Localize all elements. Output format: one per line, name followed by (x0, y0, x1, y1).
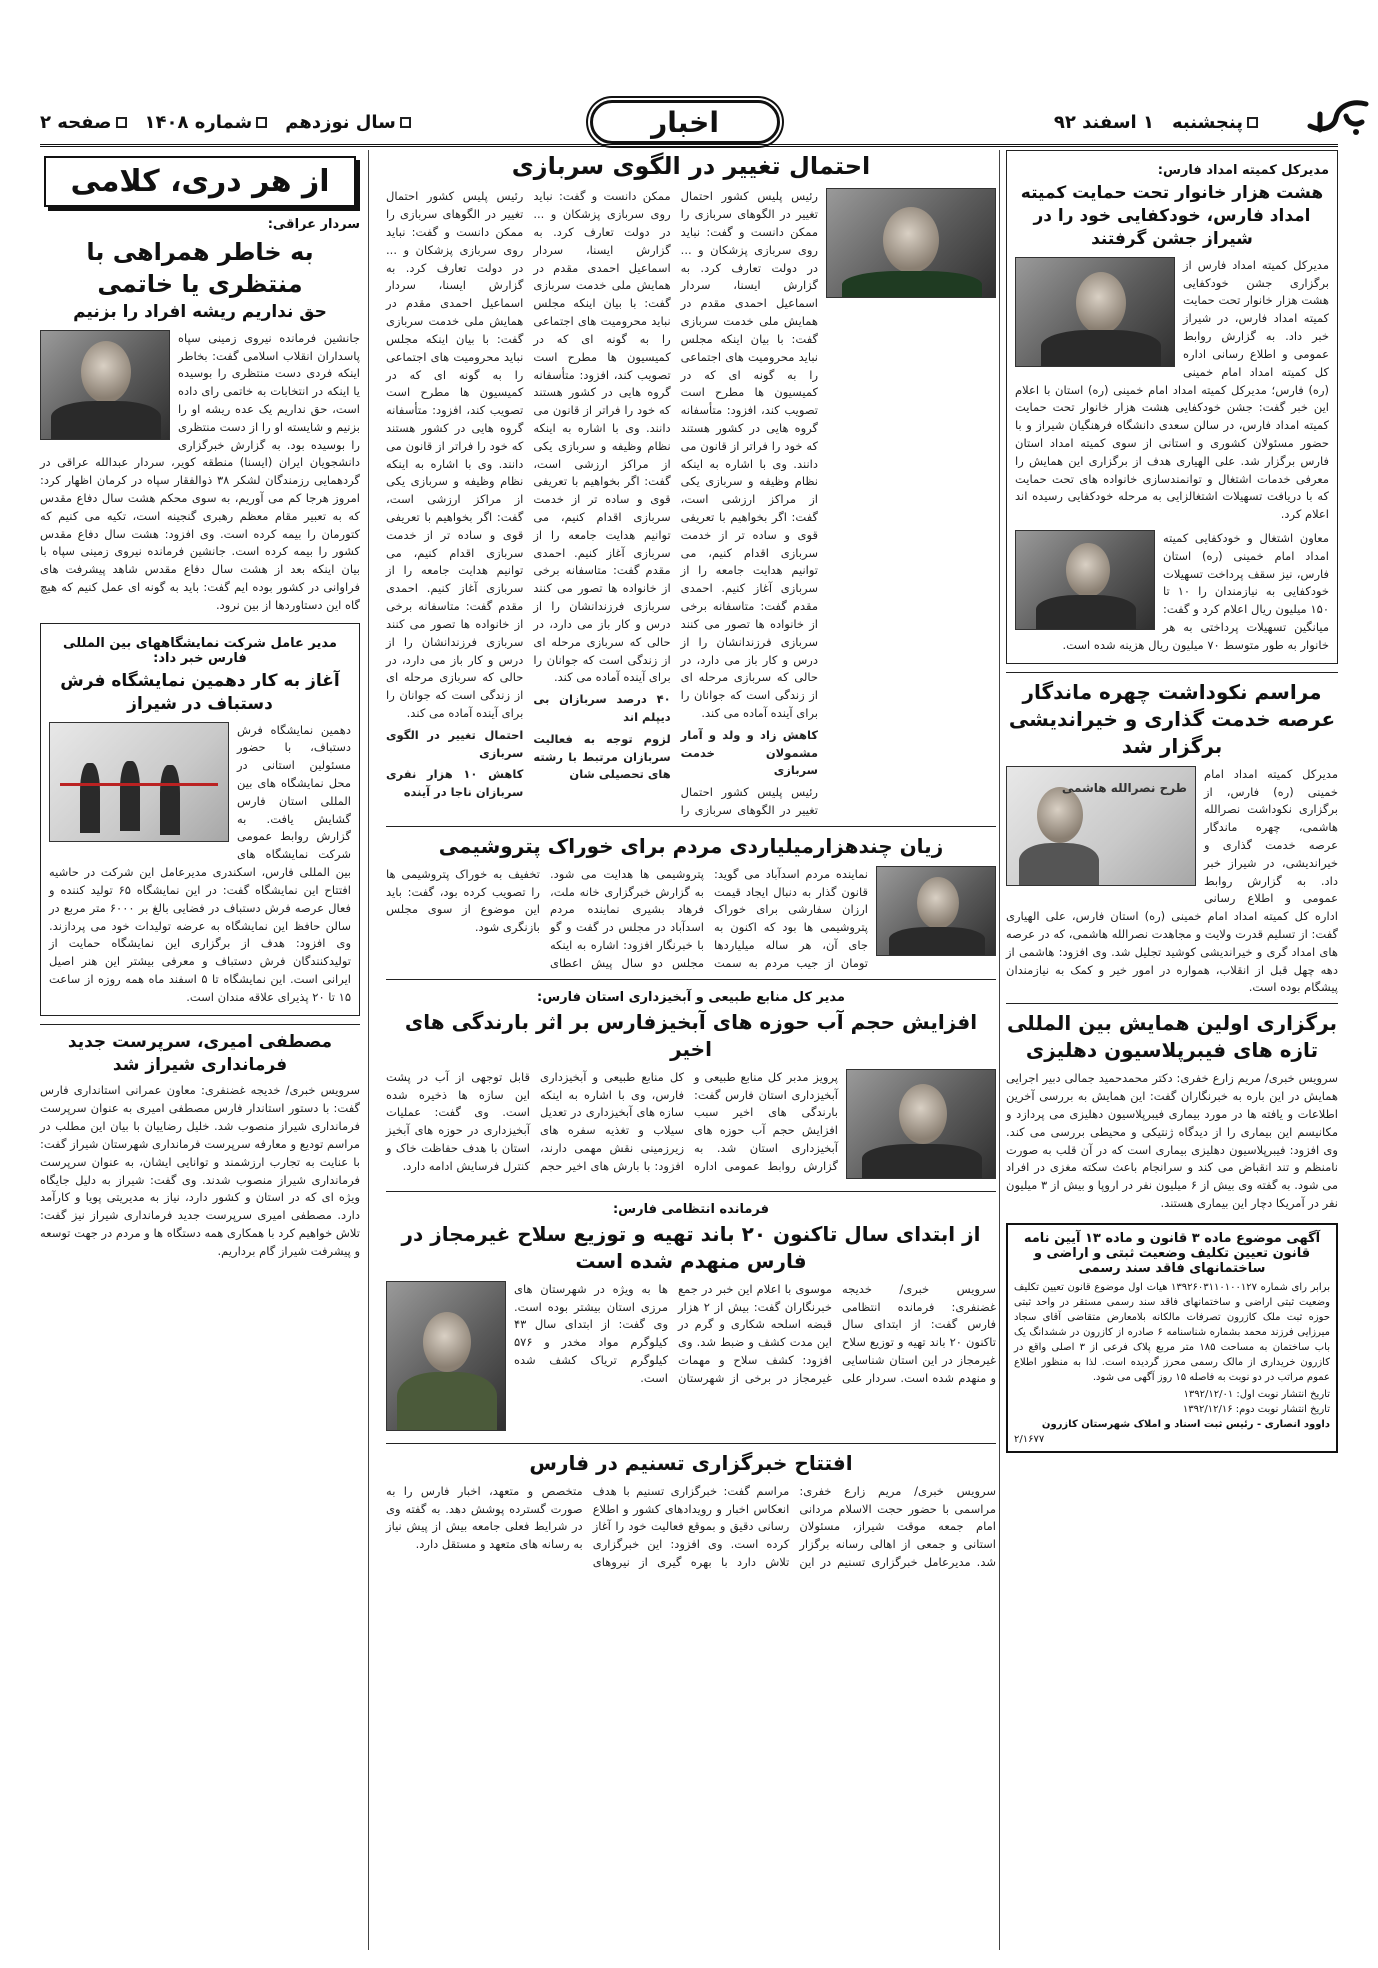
portrait-body (842, 271, 982, 298)
column-divider (999, 150, 1000, 1950)
article-photo (826, 188, 996, 298)
article-body: سرویس خبری/ مریم زارع خفری: مراسمی با حضور حجت الاسلام مردانی امام جمعه موقت شیراز، مسئولان استانی و جمعی از اهالی رسانه برگزار شد. مدیرعامل خبرگزاری تسنیم در این مراسم گفت: خبرگزاری تسنیم با هدف انعکاس اخبار و رویدادهای کشور و اطلاع رسانی دقیق و بموقع فعالیت خود را آغاز کرده است. وی افزود: این خبرگزاری تلاش دارد با بهره گیری از نیروهای متخصص و متعهد، اخبار فارس را به صورت گسترده پوشش دهد. به گفته وی در شرایط فعلی جامعه بیش از پیش نیاز به رسانه های متعهد و مستقل دارد. (386, 1483, 996, 1569)
portrait-face (1066, 543, 1110, 597)
notice-code: ۲/۱۶۷۷ (1014, 1433, 1045, 1445)
article-body: سرویس خبری/ خدیجه غضنفری: معاون عمرانی استانداری فارس گفت: با دستور استاندار فارس مصطفی امیری به عنوان سرپرست فرمانداری شیراز منصوب شد. خلیل رضاییان با بیان این مطلب در مراسم تودیع و معارفه سرپرست فرمانداری شهرستان شیراز گفت: با عنایت به تجارب ارزشمند و توانایی ایشان، به عنوان سرپرست فرمانداری شیراز منصوب شدند. وی گفت: شیراز به دلیل جایگاه ویژه ای که در استان و کشور دارد، نیاز به مدیریتی پویا و کارآمد دارد. مصطفی امیری سرپرست جدید فرمانداری شیراز نیز گفت: تلاش خواهیم کرد با همکاری همه دستگاه ها و مردم در جهت توسعه و پیشرفت شیراز گام برداریم. (40, 1083, 360, 1258)
article-headline: آغاز به کار دهمین نمایشگاه فرش دستباف در شیراز (60, 670, 340, 714)
person-figure (160, 765, 180, 835)
portrait-body (862, 1144, 982, 1179)
article-photo (1015, 257, 1175, 367)
article-tasnim (386, 1443, 996, 1572)
article-photo (876, 866, 996, 956)
portrait-face (899, 1084, 947, 1144)
column-divider (368, 150, 369, 1950)
article-watershed (386, 979, 996, 1185)
article-conference (1006, 1003, 1338, 1213)
article-body: جانشین فرمانده نیروی زمینی سپاه پاسداران انقلاب اسلامی گفت: بخاطر اینکه فردی دست منتظری را بوسیده یا اینکه در انتخابات به خاتمی رای داده است، حق نداریم یک عده ریشه او را بزنیم و شایسته او را از دست منتظری را بوسیده بود. به گزارش خبرگزاری دانشجویان ایران (ایسنا) منطقه کویر، سردار عبدالله عراقی در گردهمایی رزمندگان لشکر ۳۸ ذوالفقار سپاه در کرمان اظهار کرد: امروز هرجا کم می آوریم، به سوی محکم هشت سال دفاع مقدس که به تعبیر مقام معظم رهبری گنجینه است، تکیه می کنیم که کتورمان را بیمه کرده است. وی افزود: هشت سال دفاع مقدس کشور را بیمه کرده است. جانشین فرمانده نیروی زمینی سپاه با بیان اینکه بعد از هشت سال دفاع مقدس شاهد پیشرفت های فراوانی در کشور بوده ایم گفت: باید به گونه ای عمل کنیم که هیچ گاه این دستاوردها از بین نرود. (40, 330, 360, 612)
portrait-face (883, 207, 939, 273)
ribbon (60, 783, 218, 786)
portrait-body (1019, 843, 1099, 886)
article-photo (40, 330, 170, 440)
article-photo (386, 1281, 506, 1431)
person-figure (120, 761, 140, 831)
portrait-face (423, 1312, 471, 1372)
article-body: پرویز مدبر کل منابع طبیعی و آبخیزداری استان فارس گفت: بارندگی های اخیر سبب افزایش حجم آب حوزه های آبخیزداری استان شد. به گزارش روابط عمومی اداره کل منابع طبیعی و آبخیزداری فارس، وی با اشاره به اینکه سازه های آبخیزداری در تعدیل سیلاب و تغذیه سفره های زیرزمینی نقش مهمی دارند، افزود: با بارش های اخیر حجم قابل توجهی از آب در پشت این سازه ها ذخیره شده است. وی گفت: عملیات آبخیزداری در حوزه های آبخیز استان با هدف حفاظت خاک و کنترل فرسایش ادامه دارد. (386, 1069, 838, 1173)
article-headline-second: فرمانداری شیراز شد (112, 1054, 288, 1075)
article-photo (49, 722, 229, 842)
article-photo (1015, 530, 1155, 630)
portrait-face (917, 877, 959, 929)
header-day: پنجشنبه (1172, 112, 1258, 133)
article-headline: افزایش حجم آب حوزه های آبخیزفارس بر اثر بارندگی های اخیر (404, 1009, 978, 1061)
article-body: رئیس پلیس کشور احتمال تغییر در الگوهای سربازی را ممکن دانست و گفت: نباید روی سربازی پزشکان و ... در دولت تعارف کرد. به گزارش ایسنا، سردار اسماعیل احمدی مقدم در همایش ملی خدمت سربازی گفت: با بیان اینکه مجلس نباید محرومیت های اجتماعی را به گونه ای که در کمیسیون ها مطرح است تصویب کند، افزود: متأسفانه گروه هایی در کشور هستند که خود را فراتر از قانون می دانند. وی با اشاره به اینکه نظام وظیفه و سربازی یکی از مراکز ارزشی است، گفت: اگر بخواهیم با تعریفی قوی و ساده تر از خدمت سربازی اقدام کنیم، می توانیم هدایت جامعه را از سربازی آغاز کنیم. احمدی مقدم گفت: متاسفانه برخی از خانواده ها تصور می کنند سربازی فرزندانشان را از درس و کار باز می دارد، در حالی که سربازی مرحله ای از زندگی است که جوانان را برای آینده آماده می کند. کاهش زاد و ولد و آمار مشمولان خدمت سربازی رئیس پلیس کشور احتمال تغییر در الگوهای سربازی را ممکن دانست و گفت: نباید روی سربازی پزشکان و ... در دولت تعارف کرد. به گزارش ایسنا، سردار اسماعیل احمدی مقدم در همایش ملی خدمت سربازی گفت: با بیان اینکه مجلس نباید محرومیت های اجتماعی را به گونه ای که در کمیسیون ها مطرح است تصویب کند، افزود: متأسفانه گروه هایی در کشور هستند که خود را فراتر از قانون می دانند. وی با اشاره به اینکه نظام وظیفه و سربازی یکی از مراکز ارزشی است، گفت: اگر بخواهیم با تعریفی قوی و ساده تر از خدمت سربازی اقدام کنیم، می توانیم هدایت جامعه را از سربازی آغاز کنیم. احمدی مقدم گفت: متاسفانه برخی از خانواده ها تصور می کنند سربازی فرزندانشان را از درس و کار باز می دارد، در حالی که سربازی مرحله ای از زندگی است که جوانان را برای آینده آماده می کند. ۴۰ درصد سربازان بی دیپلم اند لزوم توجه به فعالیت سربازان مرتبط با رشته های تحصیلی شان رئیس پلیس کشور احتمال تغییر در الگوهای سربازی را ممکن دانست و گفت: نباید روی سربازی پزشکان و ... در دولت تعارف کرد. به گزارش ایسنا، سردار اسماعیل احمدی مقدم در همایش ملی خدمت سربازی گفت: با بیان اینکه مجلس نباید محرومیت های اجتماعی را به گونه ای که در کمیسیون ها مطرح است تصویب کند، افزود: متأسفانه گروه هایی در کشور هستند که خود را فراتر از قانون می دانند. وی با اشاره به اینکه نظام وظیفه و سربازی یکی از مراکز ارزشی است، گفت: اگر بخواهیم با تعریفی قوی و ساده تر از خدمت سربازی اقدام کنیم، می توانیم هدایت جامعه را از سربازی آغاز کنیم. احمدی مقدم گفت: متاسفانه برخی از خانواده ها تصور می کنند سربازی فرزندانشان را از درس و کار باز می دارد، در حالی که سربازی مرحله ای از زندگی است که جوانان را برای آینده آماده می کند. احتمال تغییر در الگوی سربازی کاهش ۱۰ هزار نفری سربازان ناجا در آینده (386, 189, 818, 818)
article-governor (40, 1024, 360, 1261)
notice-date-second: تاریخ انتشار نوبت دوم: ۱۳۹۲/۱۲/۱۶ (1182, 1403, 1330, 1415)
article-headline: برگزاری اولین همایش بین المللی تازه های فیبرپلاسیون دهلیزی (1006, 1011, 1338, 1063)
square-bullet-icon (116, 117, 127, 128)
portrait-body (889, 927, 985, 956)
article-headline: مراسم نکوداشت چهره ماندگار عرصه خدمت گذاری و خیراندیشی برگزار شد (1008, 679, 1336, 758)
article-kicker: مدیر عامل شرکت نمایشگاههای بین المللی فارس خبر داد: (63, 635, 337, 666)
article-photo (846, 1069, 996, 1179)
left-column (40, 150, 360, 1261)
portrait-face (1037, 787, 1083, 843)
article-body: سرویس خبری/ مریم زارع خفری: دکتر محمدحمید جمالی دبیر اجرایی همایش در این باره به خبرنگاران گفت: این همایش به بررسی آخرین اطلاعات و یافته ها در مورد بیماری فیبرپلاسیون دهلیزی می پردازد و مکانیسم این بیماری را از دیدگاه ژنتیکی و محیطی بررسی می کند. وی افزود: فیبرپلاسیون دهلیزی بیماری است که در آن قلب به صورت نامنظم و تند انقباض می کند و سرانجام باعث سکته مغزی در افراد می شود. به گفته وی بیش از ۶ میلیون نفر در اروپا و بیش از ۳ میلیون نفر در آمریکا دچار این بیماری هستند. (1006, 1071, 1339, 1210)
article-military-service (386, 150, 996, 820)
header-rule (40, 144, 1338, 147)
square-bullet-icon (1247, 117, 1258, 128)
article-kicker: سردار عراقی: (267, 217, 360, 232)
portrait-body (397, 1372, 497, 1431)
portrait-body (51, 401, 161, 440)
portrait-face (81, 341, 131, 403)
header-issue-group (40, 112, 411, 133)
article-headline: به خاطر همراهی با منتظری یا خاتمی (86, 238, 314, 299)
article-body: نماینده مردم اسدآباد می گوید: قانون گذار به دنبال ایجاد قیمت ارزان سفارشی برای خوراک پتروشیمی ها بود که اکنون به جای آن، هر ساله میلیاردها تومان از جیب مردم به سمت پتروشیمی ها هدایت می شود. به گزارش خبرگزاری خانه ملت، فرهاد بشیری نماینده مردم اسدآباد در مجلس در گفت و گو با خبرنگار افزود: اشاره به اینکه مجلس دو سال پیش اعطای تخفیف به خوراک پتروشیمی ها را تصویب کرده بود، گفت: باید این موضوع از سوی مجلس بازنگری شود. (386, 866, 868, 970)
portrait-body (1041, 330, 1161, 367)
article-body: دهمین نمایشگاه فرش دستباف، با حضور مسئولین استانی در محل نمایشگاه های بین المللی استان فارس گشایش یافت. به گزارش روابط عمومی شرکت نمایشگاه های بین المللی فارس، اسکندری مدیرعامل این شرکت در حاشیه افتتاح این نمایشگاه گفت: در این نمایشگاه ۶۵ تولید کننده و فعال عرصه فرش دستباف در فضایی بالغ بر ۶۰۰۰ متر مربع در سالن حافظ این نمایشگاه به عرضه تولیدات خود می پردازند. وی افزود: هدف از برگزاری این نمایشگاه حمایت از تولیدکنندگان فرش دستباف و معرفی بیشتر این هنر اصیل ایرانی است. این نمایشگاه تا ۵ اسفند ماه همه روزه از ساعت ۱۵ تا ۲۰ پذیرای علاقه مندان است. (49, 722, 351, 1004)
square-bullet-icon (400, 117, 411, 128)
notice-signer: داوود انصاری - رئیس ثبت اسناد و املاک شهرستان کازرون (1041, 1418, 1330, 1430)
header-issue: شماره ۱۴۰۸ (145, 112, 268, 133)
article-photo (1006, 766, 1196, 886)
header-date-group (1054, 112, 1258, 133)
article-police (386, 1191, 996, 1437)
article-kicker: فرمانده انتظامی فارس: (612, 1201, 770, 1217)
article-headline: احتمال تغییر در الگوی سربازی (511, 152, 871, 180)
person-figure (80, 763, 100, 833)
article-commemoration (1006, 672, 1338, 998)
right-column (1006, 150, 1338, 1453)
article-kicker: مدیرکل کمیته امداد فارس: (1157, 163, 1329, 178)
article-headline: هشت هزار خانوار تحت حمایت کمیته امداد فارس، خودکفایی خود را در شیراز جشن گرفتند (1020, 183, 1324, 249)
article-petrochemical (386, 826, 996, 973)
article-headline: افتتاح خبرگزاری تسنیم در فارس (529, 1450, 853, 1475)
article-body-continued: معاون اشتغال و خودکفایی کمیته امداد امام خمینی (ره) استان فارس، نیز سقف پرداخت تسهیلات خودکفایی به نیازمندان را ۱۰ تا ۱۵۰ میلیون ریال اعلام کرد و گفت: میانگین تسهیلات پرداختی به هر خانوار به طور متوسط ۷۰ میلیون ریال هزینه شده است. (1062, 531, 1329, 652)
header-page: صفحه ۲ (40, 112, 127, 133)
middle-column (386, 150, 996, 1572)
article-body: مدیرکل کمیته امداد امام خمینی (ره) فارس، از برگزاری نکوداشت نصرالله هاشمی، چهره ماندگار عرصه خدمت گذاری و خیراندیشی، در شیراز خبر داد. به گزارش روابط عمومی و اطلاع رسانی اداره کل کمیته امداد امام خمینی (ره) استان فارس، علی الهیاری گفت: از تسلیم قدرت ولایت و مجاهدت نصرالله هاشمی، که در عرصه های امداد گری و خیراندیشی کوشید تجلیل شد. وی افزود: هاشمی از دهه چهل قبل از انقلاب، همواره در امور خیر و کمک به نیازمندان پیشگام بوده است. (1006, 766, 1338, 995)
column-banner: از هر دری، کلامی (44, 156, 356, 207)
article-headline: زیان چندهزارمیلیاردی مردم برای خوراک پتروشیمی (438, 833, 944, 858)
portrait-face (1076, 272, 1126, 334)
article-body: سرویس خبری/ خدیجه غضنفری: فرمانده انتظامی فارس گفت: از ابتدای سال تاکنون ۲۰ باند تهیه و توزیع سلاح غیرمجاز در این استان شناسایی و منهدم شده است. سردار علی موسوی با اعلام این خبر در جمع خبرنگاران گفت: بیش از ۲ هزار قبضه اسلحه شکاری و گرم در این مدت کشف و ضبط شد. وی افزود: کشف سلاح و مهمات غیرمجاز در برخی از شهرستان ها به ویژه در شهرستان های مرزی استان بیشتر بوده است. وی گفت: از ابتدای سال ۴۳ کیلوگرم مواد مخدر و ۵۷۶ کیلوگرم تریاک کشف شده است. (514, 1281, 996, 1385)
legal-notice (1006, 1223, 1338, 1453)
article-headline: از ابتدای سال تاکنون ۲۰ باند تهیه و توزیع سلاح غیرمجاز در فارس منهدم شده است (401, 1221, 981, 1273)
article-araghi (40, 217, 360, 615)
article-aid-committee (1006, 150, 1338, 664)
photo-caption: طرح نصرالله هاشمی (1061, 780, 1187, 795)
article-carpet-expo (40, 623, 360, 1016)
header-date: ۱ اسفند ۹۲ (1053, 111, 1154, 133)
header-year: سال نوزدهم (285, 112, 411, 133)
article-headline-second: حق نداریم ریشه افراد را بزنیم (73, 301, 327, 322)
portrait-body (1036, 595, 1136, 630)
article-kicker: مدیر کل منابع طبیعی و آبخیزداری استان فارس: (537, 989, 845, 1005)
article-body: مدیرکل کمیته امداد فارس از برگزاری جشن خودکفایی هشت هزار خانوار تحت حمایت کمیته امداد فارس، در شیراز خبر داد. به گزارش روابط عمومی و اطلاع رسانی اداره کل کمیته امداد امام خمینی (ره) فارس؛ مدیرکل کمیته امداد امام خمینی (ره) استان با اعلام این خبر گفت: جشن خودکفایی هشت هزار خانوار تحت حمایت کمیته امداد فارس، در سالن سعدی دانشگاه فرهنگیان شیراز و با حضور مسئولان کشوری و استانی از سوی کمیته امداد استان فارس برگزار شد. علی الهیاری هدف از برگزاری این همایش را معرفی خدمات اشتغال و توانمندسازی خانواده های تحت حمایت که با دریافت تسهیلات اشتغالزایی به مرحله خودکفایی رسیده اند اعلام کرد. (1015, 257, 1329, 522)
notice-title: آگهی موضوع ماده ۳ قانون و ماده ۱۳ آیین نامه قانون تعیین تکلیف وضعیت ثبتی و اراضی و ساختمانهای فاقد سند رسمی (1023, 1230, 1321, 1276)
article-headline: مصطفی امیری، سرپرست جدید (67, 1031, 333, 1052)
notice-date-first: تاریخ انتشار نوبت اول: ۱۳۹۲/۱۲/۰۱ (1183, 1388, 1330, 1400)
notice-body: برابر رای شماره ۱۳۹۲۶۰۳۱۱۰۱۰۰۱۲۷ هیات اول موضوع قانون تعیین تکلیف وضعیت ثبتی اراضی و ساختمانهای فاقد سند رسمی مستقر در واحد ثبتی حوزه ثبت ملک کازرون تصرفات مالکانه بلامعارض متقاضی آقای سجاد میرزایی فرزند محمد بشماره شناسنامه ۶ صادره از کازرون در ششدانگ یک باب ساختمان به مساحت ۱۸۵ متر مربع پلاک فرعی از ۳ اصلی واقع در کازرون خریداری از مالک رسمی محرز گردیده است. لذا به منظور اطلاع عموم مراتب در دو نوبت به فاصله ۱۵ روز آگهی می شود. (1014, 1281, 1330, 1383)
square-bullet-icon (256, 117, 267, 128)
section-title: اخبار (590, 100, 780, 144)
